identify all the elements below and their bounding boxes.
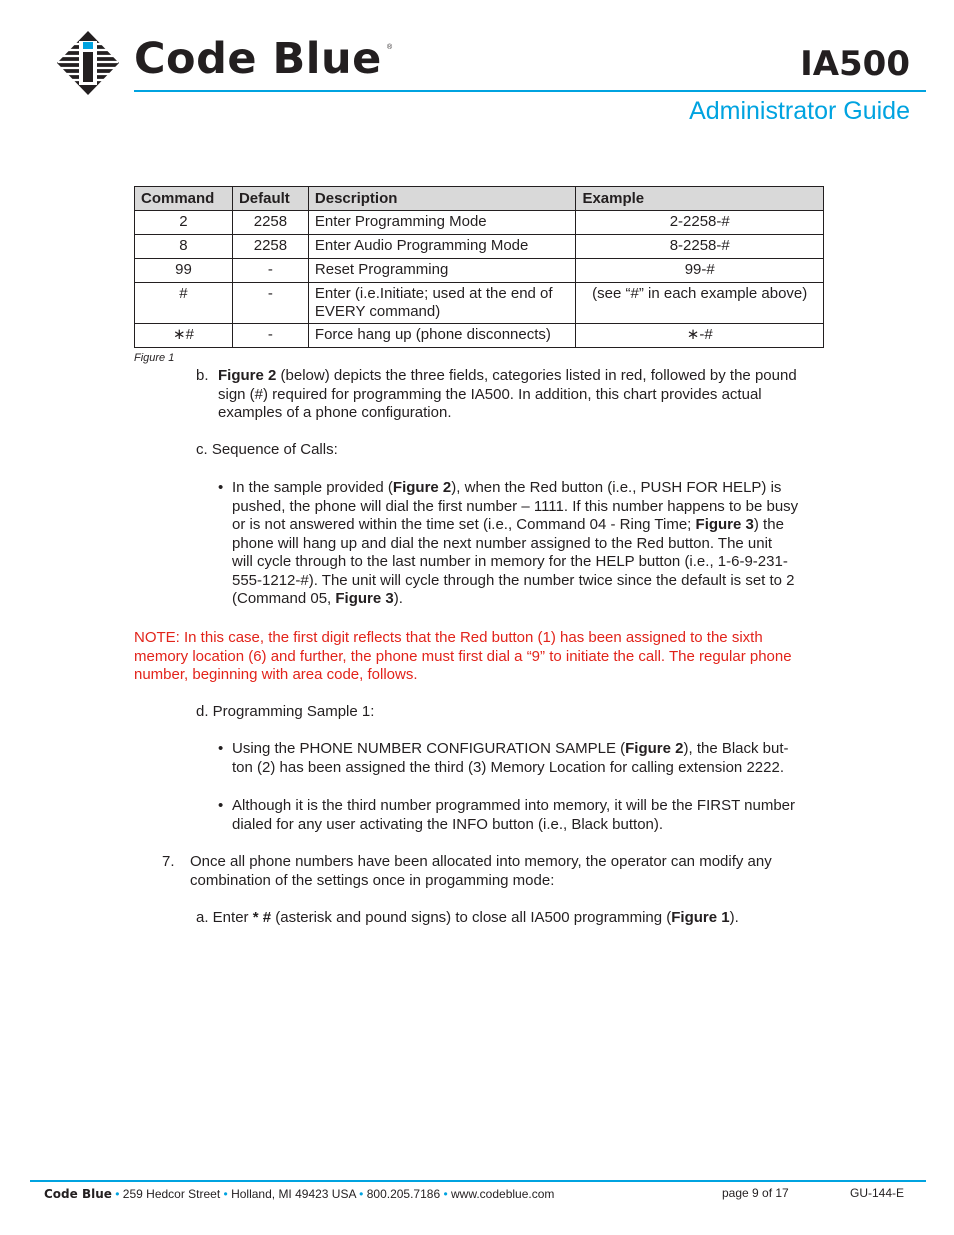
- column-header-example: Example: [576, 187, 824, 211]
- note-paragraph: [134, 629, 834, 685]
- note-line: NOTE: In this case, the first digit reflects that the Red button (1) has been assigned to the sixth: [134, 629, 763, 646]
- footer-phone: 800.205.7186: [366, 1187, 441, 1201]
- table-row: [135, 283, 824, 324]
- bullet-icon: •: [218, 740, 224, 757]
- text-line: ) the: [753, 516, 784, 533]
- text-line: ), when the Red button (i.e., PUSH FOR HELP) is: [451, 479, 782, 496]
- figure-reference: Figure 3: [335, 590, 394, 607]
- product-title: IA500: [800, 44, 910, 84]
- footer-city: Holland, MI 49423 USA: [231, 1187, 356, 1201]
- figure-reference: Figure 3: [695, 516, 754, 533]
- item-d-bullet-2: [232, 797, 832, 834]
- column-header-description: Description: [308, 187, 576, 211]
- item-d-heading: d. Programming Sample 1:: [196, 703, 375, 720]
- text-line: or is not answered within the time set (i.e., Command 04 - Ring Time;: [232, 516, 696, 533]
- table-row: [135, 324, 824, 348]
- text-line: Once all phone numbers have been allocated into memory, the operator can modify any: [190, 853, 772, 870]
- key-sequence: * #: [252, 909, 272, 926]
- cell-command: 8: [135, 235, 233, 259]
- cell-example: 2-2258-#: [576, 211, 824, 235]
- cell-description: Reset Programming: [308, 259, 576, 283]
- item-c-bullet: [232, 479, 832, 609]
- cell-example: 8-2258-#: [576, 235, 824, 259]
- cell-default: 2258: [232, 211, 308, 235]
- figure-caption: Figure 1: [134, 352, 175, 364]
- item-b-paragraph: [218, 367, 828, 423]
- footer-separator: •: [115, 1187, 120, 1201]
- page-number: page 9 of 17: [722, 1186, 789, 1200]
- text-line: combination of the settings once in progamming mode:: [190, 871, 555, 889]
- text-line: ).: [393, 590, 403, 607]
- text-line: Although it is the third number programmed into memory, it will be the FIRST number: [232, 797, 796, 814]
- bullet-icon: •: [218, 797, 224, 814]
- cell-example: (see “#” in each example above): [576, 283, 824, 324]
- footer-street: 259 Hedcor Street: [122, 1187, 221, 1201]
- footer-address: [44, 1187, 554, 1201]
- text-line: sign (#) required for programming the IA500. In addition, this chart provides actual: [218, 385, 762, 403]
- figure-reference: Figure 2: [625, 740, 684, 757]
- footer-separator: •: [359, 1187, 364, 1201]
- table-row: [135, 235, 824, 259]
- item-7a-paragraph: [196, 909, 836, 928]
- text-line: phone will hang up and dial the next number assigned to the Red button. The unit: [232, 534, 773, 552]
- text-line: (asterisk and pound signs) to close all IA500 programming (: [271, 909, 672, 926]
- text-line: will cycle through to the last number in memory for the HELP button (i.e., 1-6-9-231-: [232, 553, 788, 570]
- item-7-paragraph: [190, 853, 830, 890]
- text-line: ), the Black but-: [683, 740, 789, 757]
- cell-default: -: [232, 283, 308, 324]
- footer-separator: •: [223, 1187, 228, 1201]
- column-header-default: Default: [232, 187, 308, 211]
- text-line: (Command 05,: [232, 590, 336, 607]
- column-header-command: Command: [135, 187, 233, 211]
- cell-command: ∗#: [135, 324, 233, 348]
- text-line: dialed for any user activating the INFO button (i.e., Black button).: [232, 815, 664, 833]
- item-b-label: b.: [196, 367, 209, 384]
- item-7-number: 7.: [162, 853, 175, 870]
- document-subtitle: Administrator Guide: [689, 97, 910, 125]
- text-line: a. Enter: [196, 909, 253, 926]
- text-line: (below) depicts the three fields, categories listed in red, followed by the pound: [276, 367, 797, 384]
- code-blue-logo-icon: [56, 30, 120, 96]
- cell-description: Enter Audio Programming Mode: [308, 235, 576, 259]
- table-row: [135, 211, 824, 235]
- figure-reference: Figure 2: [218, 367, 277, 384]
- cell-description: Enter Programming Mode: [308, 211, 576, 235]
- note-line: number, beginning with area code, follows.: [134, 666, 418, 683]
- cell-default: -: [232, 324, 308, 348]
- text-line: examples of a phone configuration.: [218, 404, 452, 421]
- cell-default: 2258: [232, 235, 308, 259]
- text-line: 555-1212-#). The unit will cycle through the number twice since the default is set to 2: [232, 571, 795, 589]
- footer-brand: Code Blue: [44, 1187, 112, 1201]
- header-divider: [134, 90, 926, 92]
- text-line: In the sample provided (: [232, 479, 393, 496]
- cell-example: 99-#: [576, 259, 824, 283]
- footer-separator: •: [443, 1187, 448, 1201]
- cell-example: ∗-#: [576, 324, 824, 348]
- figure-reference: Figure 2: [392, 479, 452, 496]
- figure-reference: Figure 1: [671, 909, 730, 926]
- cell-default: -: [232, 259, 308, 283]
- cell-description: Force hang up (phone disconnects): [308, 324, 576, 348]
- item-d-bullet-1: [232, 740, 832, 777]
- note-line: memory location (6) and further, the phone must first dial a “9” to initiate the call. The regular phone: [134, 647, 792, 665]
- text-line: pushed, the phone will dial the first number – 1111. If this number happens to be busy: [232, 497, 799, 515]
- cell-command: 99: [135, 259, 233, 283]
- item-c-heading: c. Sequence of Calls:: [196, 441, 338, 458]
- cell-description: Enter (i.e.Initiate; used at the end of EVERY command): [308, 283, 576, 324]
- footer-divider: [30, 1180, 926, 1182]
- table-header-row: [135, 187, 824, 211]
- bullet-icon: •: [218, 479, 224, 496]
- brand-wordmark: Code Blue: [134, 34, 382, 84]
- text-line: Using the PHONE NUMBER CONFIGURATION SAMPLE (: [232, 740, 626, 757]
- registered-mark: ®: [387, 44, 393, 51]
- text-line: ton (2) has been assigned the third (3) Memory Location for calling extension 2222.: [232, 758, 784, 776]
- text-line: ).: [729, 909, 739, 926]
- table-row: [135, 259, 824, 283]
- document-id: GU-144-E: [850, 1186, 905, 1200]
- command-table: [134, 186, 824, 348]
- cell-command: #: [135, 283, 233, 324]
- cell-command: 2: [135, 211, 233, 235]
- footer-website-link[interactable]: www.codeblue.com: [451, 1187, 555, 1201]
